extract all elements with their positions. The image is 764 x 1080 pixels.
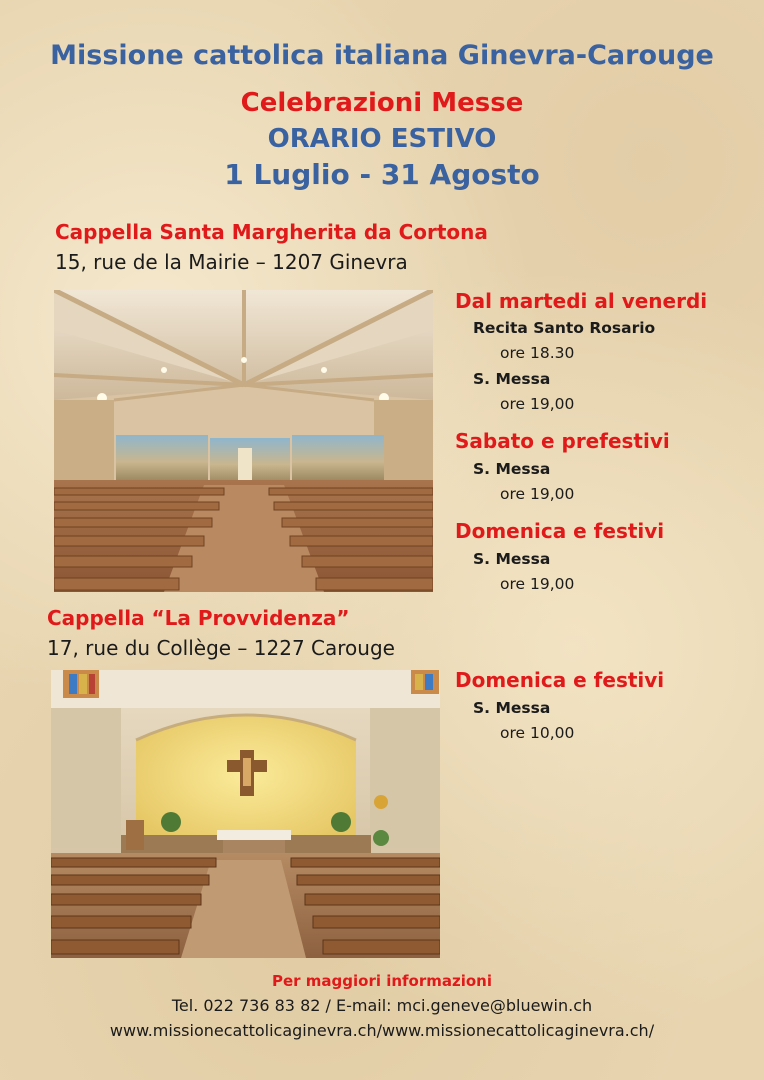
chapel-2-photo <box>51 670 440 958</box>
chapel-2-name: Cappella “La Provvidenza” <box>47 606 350 630</box>
schedule-heading-sunday: Domenica e festivi <box>455 668 665 692</box>
schedule-heading-sunday: Domenica e festivi <box>455 519 665 543</box>
schedule-item-label: Recita Santo Rosario <box>473 319 656 337</box>
schedule-item-time: ore 18.30 <box>500 344 575 362</box>
page-title: Celebrazioni Messe <box>240 88 524 118</box>
footer-info-label: Per maggiori informazioni <box>271 972 493 990</box>
date-range: 1 Luglio - 31 Agosto <box>224 158 540 191</box>
schedule-item-time: ore 10,00 <box>500 724 575 742</box>
organization-title: Missione cattolica italiana Ginevra-Carouge <box>50 40 714 71</box>
chapel-1-address: 15, rue de la Mairie – 1207 Ginevra <box>55 250 408 274</box>
schedule-season: ORARIO ESTIVO <box>267 124 497 154</box>
schedule-heading-weekdays: Dal martedi al venerdi <box>455 289 708 313</box>
chapel-2-address: 17, rue du Collège – 1227 Carouge <box>47 636 395 660</box>
schedule-item-label: S. Messa <box>473 550 551 568</box>
schedule-item-time: ore 19,00 <box>500 395 575 413</box>
schedule-item-label: S. Messa <box>473 370 551 388</box>
schedule-heading-saturday: Sabato e prefestivi <box>455 429 670 453</box>
chapel-1-photo <box>54 290 433 592</box>
chapel-1-name: Cappella Santa Margherita da Cortona <box>55 220 488 244</box>
schedule-item-label: S. Messa <box>473 699 551 717</box>
schedule-item-label: S. Messa <box>473 460 551 478</box>
schedule-item-time: ore 19,00 <box>500 485 575 503</box>
footer-contact: Tel. 022 736 83 82 / E-mail: mci.geneve@bluewin.ch <box>171 996 593 1015</box>
footer-website-link[interactable]: www.missionecattolicaginevra.ch/www.missionecattolicaginevra.ch/ <box>109 1021 655 1040</box>
schedule-item-time: ore 19,00 <box>500 575 575 593</box>
